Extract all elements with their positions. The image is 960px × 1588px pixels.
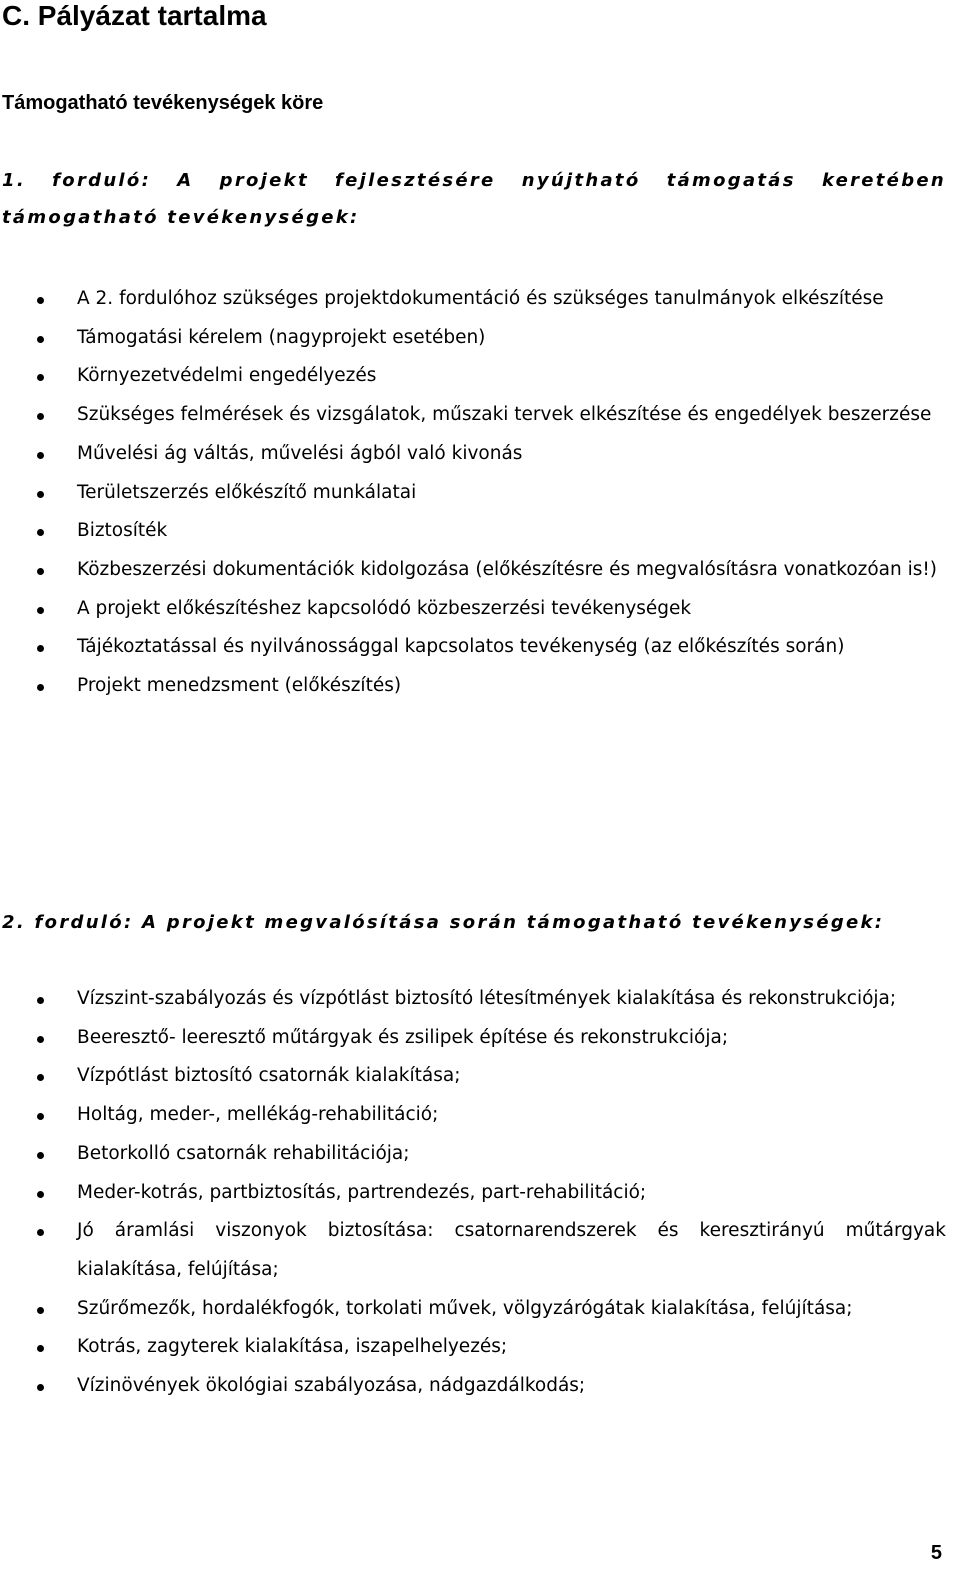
- round-1-heading: 1. forduló: A projekt fejlesztésére nyújtható támogatás keretében támogatható tevékenységek:: [2, 170, 946, 228]
- subtitle: Támogatható tevékenységek köre: [2, 92, 324, 114]
- bullet-icon: [37, 1152, 44, 1159]
- bullet-icon: [37, 1345, 44, 1352]
- list-item-text: Tájékoztatással és nyilvánossággal kapcsolatos tevékenység (az előkészítés során): [77, 636, 845, 658]
- bullet-icon: [37, 297, 44, 304]
- round-2-activity-list: [0, 980, 946, 1406]
- list-item-text: Művelési ág váltás, művelési ágból való kivonás: [77, 442, 523, 464]
- list-item-text: Holtág, meder-, mellékág-rehabilitáció;: [77, 1104, 439, 1126]
- bullet-icon: [37, 336, 44, 343]
- list-item-text: A projekt előkészítéshez kapcsolódó közbeszerzési tevékenységek: [77, 597, 692, 619]
- round-1-activity-list: [0, 280, 946, 706]
- list-item: [0, 396, 946, 435]
- list-item: [0, 1212, 946, 1289]
- bullet-icon: [37, 529, 44, 536]
- list-item: [0, 357, 946, 396]
- list-item-text: Biztosíték: [77, 520, 168, 542]
- round-2-heading: 2. forduló: A projekt megvalósítása során támogatható tevékenységek:: [2, 912, 885, 933]
- list-item-text: Közbeszerzési dokumentációk kidolgozása (előkészítésre és megvalósításra vonatkozóan is!): [77, 558, 938, 580]
- list-item-text: Jó áramlási viszonyok biztosítása: csatornarendszerek és keresztirányú műtárgyak kialakítása, felújítása;: [77, 1220, 946, 1280]
- list-item-text: Vízpótlást biztosító csatornák kialakítása;: [77, 1065, 461, 1087]
- bullet-icon: [37, 491, 44, 498]
- bullet-icon: [37, 607, 44, 614]
- bullet-icon: [37, 684, 44, 691]
- list-item-text: Beeresztő- leeresztő műtárgyak és zsilipek építése és rekonstrukciója;: [77, 1026, 729, 1048]
- list-item: [0, 1328, 946, 1367]
- section-title: C. Pályázat tartalma: [2, 0, 267, 31]
- bullet-icon: [37, 1229, 44, 1236]
- bullet-icon: [37, 1113, 44, 1120]
- list-item: [0, 474, 946, 513]
- list-item: [0, 319, 946, 358]
- bullet-icon: [37, 997, 44, 1004]
- list-item-text: Meder-kotrás, partbiztosítás, partrendezés, part-rehabilitáció;: [77, 1181, 647, 1203]
- bullet-icon: [37, 1191, 44, 1198]
- list-item-text: Szűrőmezők, hordalékfogók, torkolati művek, völgyzárógátak kialakítása, felújítása;: [77, 1297, 853, 1319]
- list-item: [0, 1019, 946, 1058]
- list-item: [0, 1367, 946, 1406]
- list-item: [0, 1290, 946, 1329]
- list-item: [0, 980, 946, 1019]
- list-item-text: Területszerzés előkészítő munkálatai: [77, 481, 417, 503]
- list-item-text: Projekt menedzsment (előkészítés): [77, 675, 402, 697]
- list-item-text: Környezetvédelmi engedélyezés: [77, 365, 377, 387]
- bullet-icon: [37, 374, 44, 381]
- page-number: 5: [930, 1542, 942, 1564]
- list-item: [0, 667, 946, 706]
- list-item-text: Vízinövények ökológiai szabályozása, nádgazdálkodás;: [77, 1375, 586, 1397]
- list-item-text: Betorkolló csatornák rehabilitációja;: [77, 1142, 410, 1164]
- bullet-icon: [37, 413, 44, 420]
- bullet-icon: [37, 568, 44, 575]
- list-item: [0, 512, 946, 551]
- bullet-icon: [37, 645, 44, 652]
- list-item: [0, 590, 946, 629]
- bullet-icon: [37, 1074, 44, 1081]
- list-item: [0, 1096, 946, 1135]
- list-item-text: Támogatási kérelem (nagyprojekt esetében): [77, 326, 486, 348]
- bullet-icon: [37, 1384, 44, 1391]
- list-item-text: Vízszint-szabályozás és vízpótlást biztosító létesítmények kialakítása és rekonstrukciója;: [77, 988, 897, 1009]
- list-item: [0, 1174, 946, 1213]
- list-item: [0, 551, 946, 590]
- list-item-text: Szükséges felmérések és vizsgálatok, műszaki tervek elkészítése és engedélyek beszerzése: [77, 404, 932, 426]
- list-item: [0, 280, 946, 319]
- list-item-text: A 2. fordulóhoz szükséges projektdokumentáció és szükséges tanulmányok elkészítése: [77, 288, 884, 309]
- bullet-icon: [37, 452, 44, 459]
- bullet-icon: [37, 1036, 44, 1043]
- list-item: [0, 1135, 946, 1174]
- list-item: [0, 628, 946, 667]
- list-item-text: Kotrás, zagyterek kialakítása, iszapelhelyezés;: [77, 1336, 508, 1358]
- list-item: [0, 1057, 946, 1096]
- bullet-icon: [37, 1307, 44, 1314]
- list-item: [0, 435, 946, 474]
